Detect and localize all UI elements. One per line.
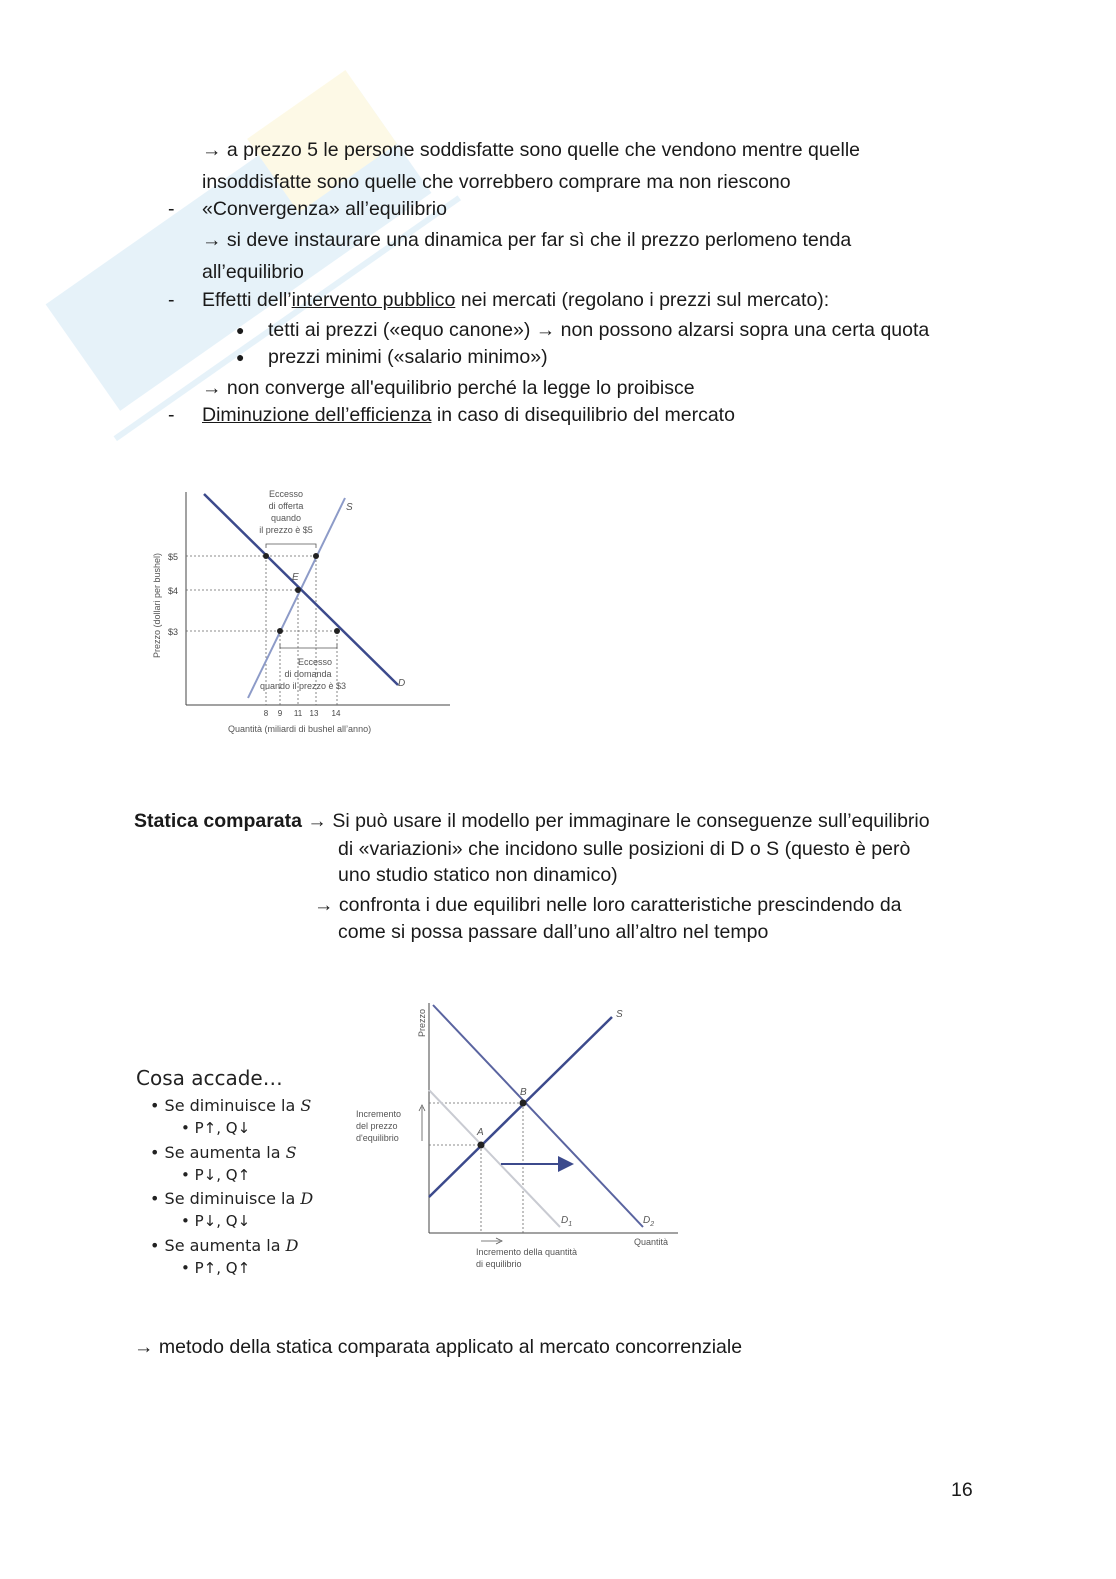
data-point xyxy=(277,628,283,634)
bullet-item: tetti ai prezzi («equo canone») → non possono alzarsi sopra una certa quota xyxy=(268,319,930,341)
equilibrium-point-a xyxy=(478,1142,485,1149)
text-line: → a prezzo 5 le persone soddisfatte sono quelle che vendono mentre quelle xyxy=(202,139,861,161)
list-item xyxy=(150,1236,298,1255)
data-point xyxy=(295,587,301,593)
supply-label: S xyxy=(616,1009,623,1020)
text-line: → metodo della statica comparata applicato al mercato concorrenziale xyxy=(134,1336,743,1358)
bullet-marker: • xyxy=(150,1096,160,1115)
supply-curve xyxy=(429,1017,612,1197)
annotation-text: il prezzo è $5 xyxy=(259,525,313,535)
item-effect: P↑, Q↑ xyxy=(194,1259,251,1277)
bullet-marker: • xyxy=(150,1189,160,1208)
list-sub-item xyxy=(181,1259,250,1277)
bullet-item: prezzi minimi («salario minimo») xyxy=(268,346,548,368)
item-text: Se diminuisce la xyxy=(164,1189,301,1208)
supply-demand-chart xyxy=(140,480,460,745)
bullet-marker: • xyxy=(181,1259,190,1277)
underlined-term: Diminuzione dell’efficienza xyxy=(202,404,432,426)
list-item xyxy=(150,1189,313,1208)
text-line: uno studio statico non dinamico) xyxy=(338,864,618,886)
bullet-marker: ● xyxy=(236,349,245,365)
text-line: → si deve instaurare una dinamica per far sì che il prezzo perlomeno tenda xyxy=(202,229,852,251)
x-tick-label: 13 xyxy=(309,709,319,718)
annotation-text: del prezzo xyxy=(356,1121,398,1131)
text-fragment: Effetti dell’ xyxy=(202,289,292,311)
text-fragment: in caso di disequilibrio del mercato xyxy=(431,404,735,426)
list-sub-item xyxy=(181,1212,250,1230)
bullet-marker: • xyxy=(181,1166,190,1184)
text-line xyxy=(202,404,735,427)
d1-label: $D_1$ xyxy=(561,1215,573,1228)
bullet-marker: ● xyxy=(236,322,245,338)
excess-supply-bracket xyxy=(266,544,316,548)
bullet-marker: • xyxy=(150,1143,160,1162)
annotation-text: di domanda xyxy=(284,669,332,679)
text-line: insoddisfatte sono quelle che vorrebbero comprare ma non riescono xyxy=(202,171,791,193)
x-axis-label: Quantità xyxy=(634,1237,669,1247)
item-var: S xyxy=(300,1096,312,1115)
underlined-term: intervento pubblico xyxy=(291,289,456,311)
data-point xyxy=(334,628,340,634)
y-tick-label: $5 xyxy=(168,552,179,562)
point-b-label: B xyxy=(520,1087,527,1098)
demand-curve-d1 xyxy=(429,1090,560,1227)
text-fragment: → Si può usare il modello per immaginare le conseguenze sull’equilibrio xyxy=(302,810,930,832)
x-tick-label: 14 xyxy=(331,709,341,718)
bullet-marker: • xyxy=(181,1212,190,1230)
x-tick-label: 8 xyxy=(263,709,269,718)
d2-label: $D_2$ xyxy=(643,1215,655,1228)
page-number: 16 xyxy=(951,1479,973,1501)
list-sub-item xyxy=(181,1166,250,1184)
text-line: come si possa passare dall’uno all’altro nel tempo xyxy=(338,921,769,943)
text-line: «Convergenza» all’equilibrio xyxy=(202,198,447,220)
supply-label: S xyxy=(346,502,353,513)
equilibrium-point-b xyxy=(520,1100,527,1107)
item-text: Se aumenta la xyxy=(164,1143,286,1162)
y-tick-label: $4 xyxy=(168,586,179,596)
dash-marker: - xyxy=(168,404,175,426)
x-axis-label: Quantità (miliardi di bushel all’anno) xyxy=(228,724,372,734)
annotation-text: di equilibrio xyxy=(476,1259,522,1269)
equilibrium-label: E xyxy=(292,572,299,583)
item-text: Se diminuisce la xyxy=(164,1096,301,1115)
dash-marker: - xyxy=(168,289,175,311)
annotation-text: quando il prezzo è $3 xyxy=(259,681,347,691)
annotation-text: Eccesso xyxy=(268,489,304,499)
annotation-text: Incremento della quantità xyxy=(476,1247,578,1257)
demand-shift-chart xyxy=(350,995,695,1285)
text-line: di «variazioni» che incidono sulle posizioni di D o S (questo è però xyxy=(338,838,911,860)
annotation-text: quando xyxy=(270,513,302,523)
list-title: Cosa accade… xyxy=(136,1066,283,1090)
text-fragment: nei mercati (regolano i prezzi sul mercato): xyxy=(455,289,830,311)
annotation-text: d'equilibrio xyxy=(356,1133,399,1143)
data-point xyxy=(263,553,269,559)
demand-label: D xyxy=(398,678,406,689)
list-item xyxy=(150,1096,311,1115)
bullet-marker: • xyxy=(150,1236,160,1255)
item-text: Se aumenta la xyxy=(164,1236,286,1255)
item-effect: P↓, Q↑ xyxy=(194,1166,251,1184)
data-point xyxy=(313,553,319,559)
text-line: → confronta i due equilibri nelle loro caratteristiche prescindendo da xyxy=(314,894,902,916)
bold-term: Statica comparata xyxy=(134,810,302,832)
demand-curve-d2 xyxy=(433,1005,643,1227)
y-tick-label: $3 xyxy=(168,627,179,637)
annotation-text: di offerta xyxy=(268,501,304,511)
item-var: D xyxy=(300,1189,314,1208)
point-a-label: A xyxy=(477,1127,484,1138)
annotation-text: Eccesso xyxy=(297,657,333,667)
excess-demand-bracket xyxy=(280,644,337,648)
text-line: → non converge all'equilibrio perché la legge lo proibisce xyxy=(202,377,695,399)
y-axis-label: Prezzo (dollari per bushel) xyxy=(152,552,162,658)
text-line xyxy=(202,289,829,312)
item-var: S xyxy=(285,1143,297,1162)
x-tick-label: 9 xyxy=(277,709,283,718)
annotation-text: Incremento xyxy=(356,1109,402,1119)
item-effect: P↓, Q↓ xyxy=(194,1212,251,1230)
list-sub-item xyxy=(181,1119,250,1137)
x-tick-label: 11 xyxy=(293,709,303,718)
text-line xyxy=(134,810,930,833)
list-item xyxy=(150,1143,297,1162)
item-effect: P↑, Q↓ xyxy=(194,1119,251,1137)
text-line: all’equilibrio xyxy=(202,261,304,283)
y-axis-label: Prezzo xyxy=(417,1008,427,1037)
dash-marker: - xyxy=(168,198,175,220)
bullet-marker: • xyxy=(181,1119,190,1137)
item-var: D xyxy=(285,1236,299,1255)
